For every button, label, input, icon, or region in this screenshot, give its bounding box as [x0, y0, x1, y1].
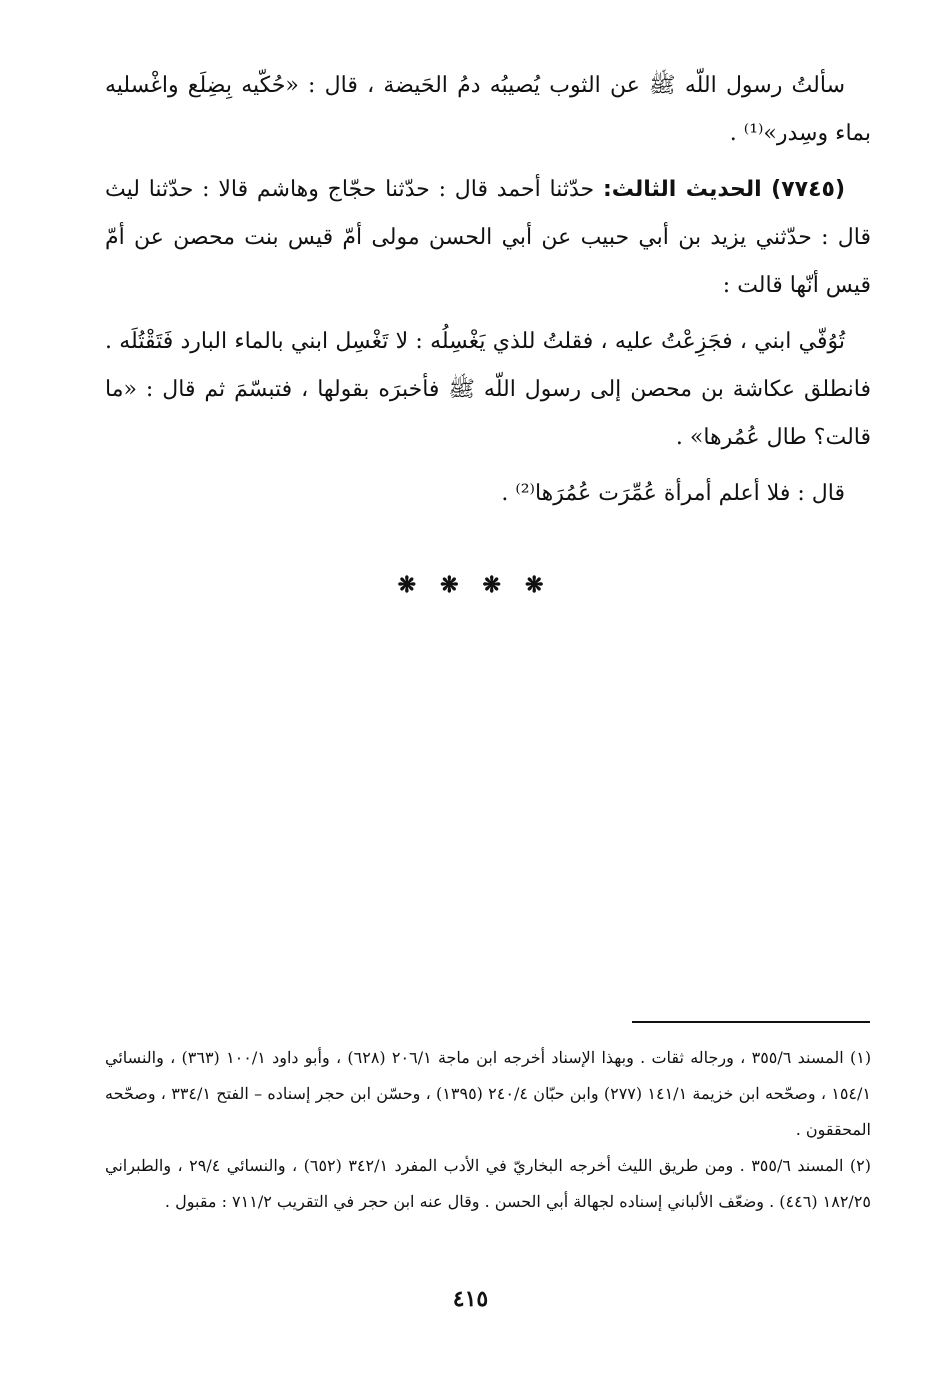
main-text [105, 62, 871, 518]
section-separator [0, 572, 941, 598]
footnote-1: (١) المسند ٣٥٥/٦ ، ورجاله ثقات . وبهذا الإسناد أخرجه ابن ماجة ٢٠٦/١ (٦٢٨) ، وأبو داود ١٠٠/١ (٣٦٣) ، والنسائي ١٥٤/١ ، وصحّحه ابن خزيمة ١٤١/١ (٢٧٧) وابن حبّان ٢٤٠/٤ (١٣٩٥) ، وحسّن ابن حجر إسناده – الفتح ٣٣٤/١ ، وصحّحه المحققون . [105, 1048, 872, 1139]
star-ornament: ❋ [482, 572, 501, 598]
star-ornament: ❋ [440, 572, 459, 598]
paragraph-2 [105, 166, 871, 310]
footnotes [105, 1040, 871, 1220]
paragraph-1: سألتُ رسول اللّه ﷺ عن الثوب يُصيبُه دمُ الحَيضة ، قال : «حُكّيه بِضِلَع واغْسليه بماء وسِدر»⁽¹⁾ . [105, 73, 871, 146]
hadith-isnad-text: حدّثنا أحمد قال : حدّثنا حجّاج وهاشم قالا : حدّثنا ليث قال : حدّثني يزيد بن أبي حبيب عن أبي الحسن مولى أمّ قيس بنت محصن عن أمّ قيس أنّها قالت : [105, 177, 871, 298]
page-number: ٤١٥ [452, 1286, 489, 1312]
paragraph-4: قال : فلا أعلم أمرأة عُمِّرَت عُمُرَها⁽²⁾ . [501, 481, 845, 506]
hadith-number-label: (٧٧٤٥) الحديث الثالث: [602, 177, 845, 202]
star-ornament: ❋ [397, 572, 417, 598]
star-ornament: ❋ [524, 572, 544, 598]
paragraph-3: تُوُفّي ابني ، فجَزِعْتُ عليه ، فقلتُ للذي يَغْسِلُه : لا تَغْسِل ابني بالماء البارد فَتَقْتُلَه . فانطلق عكاشة بن محصن إلى رسول اللّه ﷺ فأخبرَه بقولها ، فتبسّمَ ثم قال : «ما قالت؟ طال عُمُرها» . [105, 329, 871, 450]
footnote-divider [632, 1021, 870, 1023]
footnote-2: (٢) المسند ٣٥٥/٦ . ومن طريق الليث أخرجه البخاريّ في الأدب المفرد ٣٤٢/١ (٦٥٢) ، والنسائي ٢٩/٤ ، والطبراني ١٨٢/٢٥ (٤٤٦) . وضعّف الألباني إسناده لجهالة أبي الحسن . وقال عنه ابن حجر في التقريب ٧١١/٢ : مقبول . [105, 1156, 872, 1211]
